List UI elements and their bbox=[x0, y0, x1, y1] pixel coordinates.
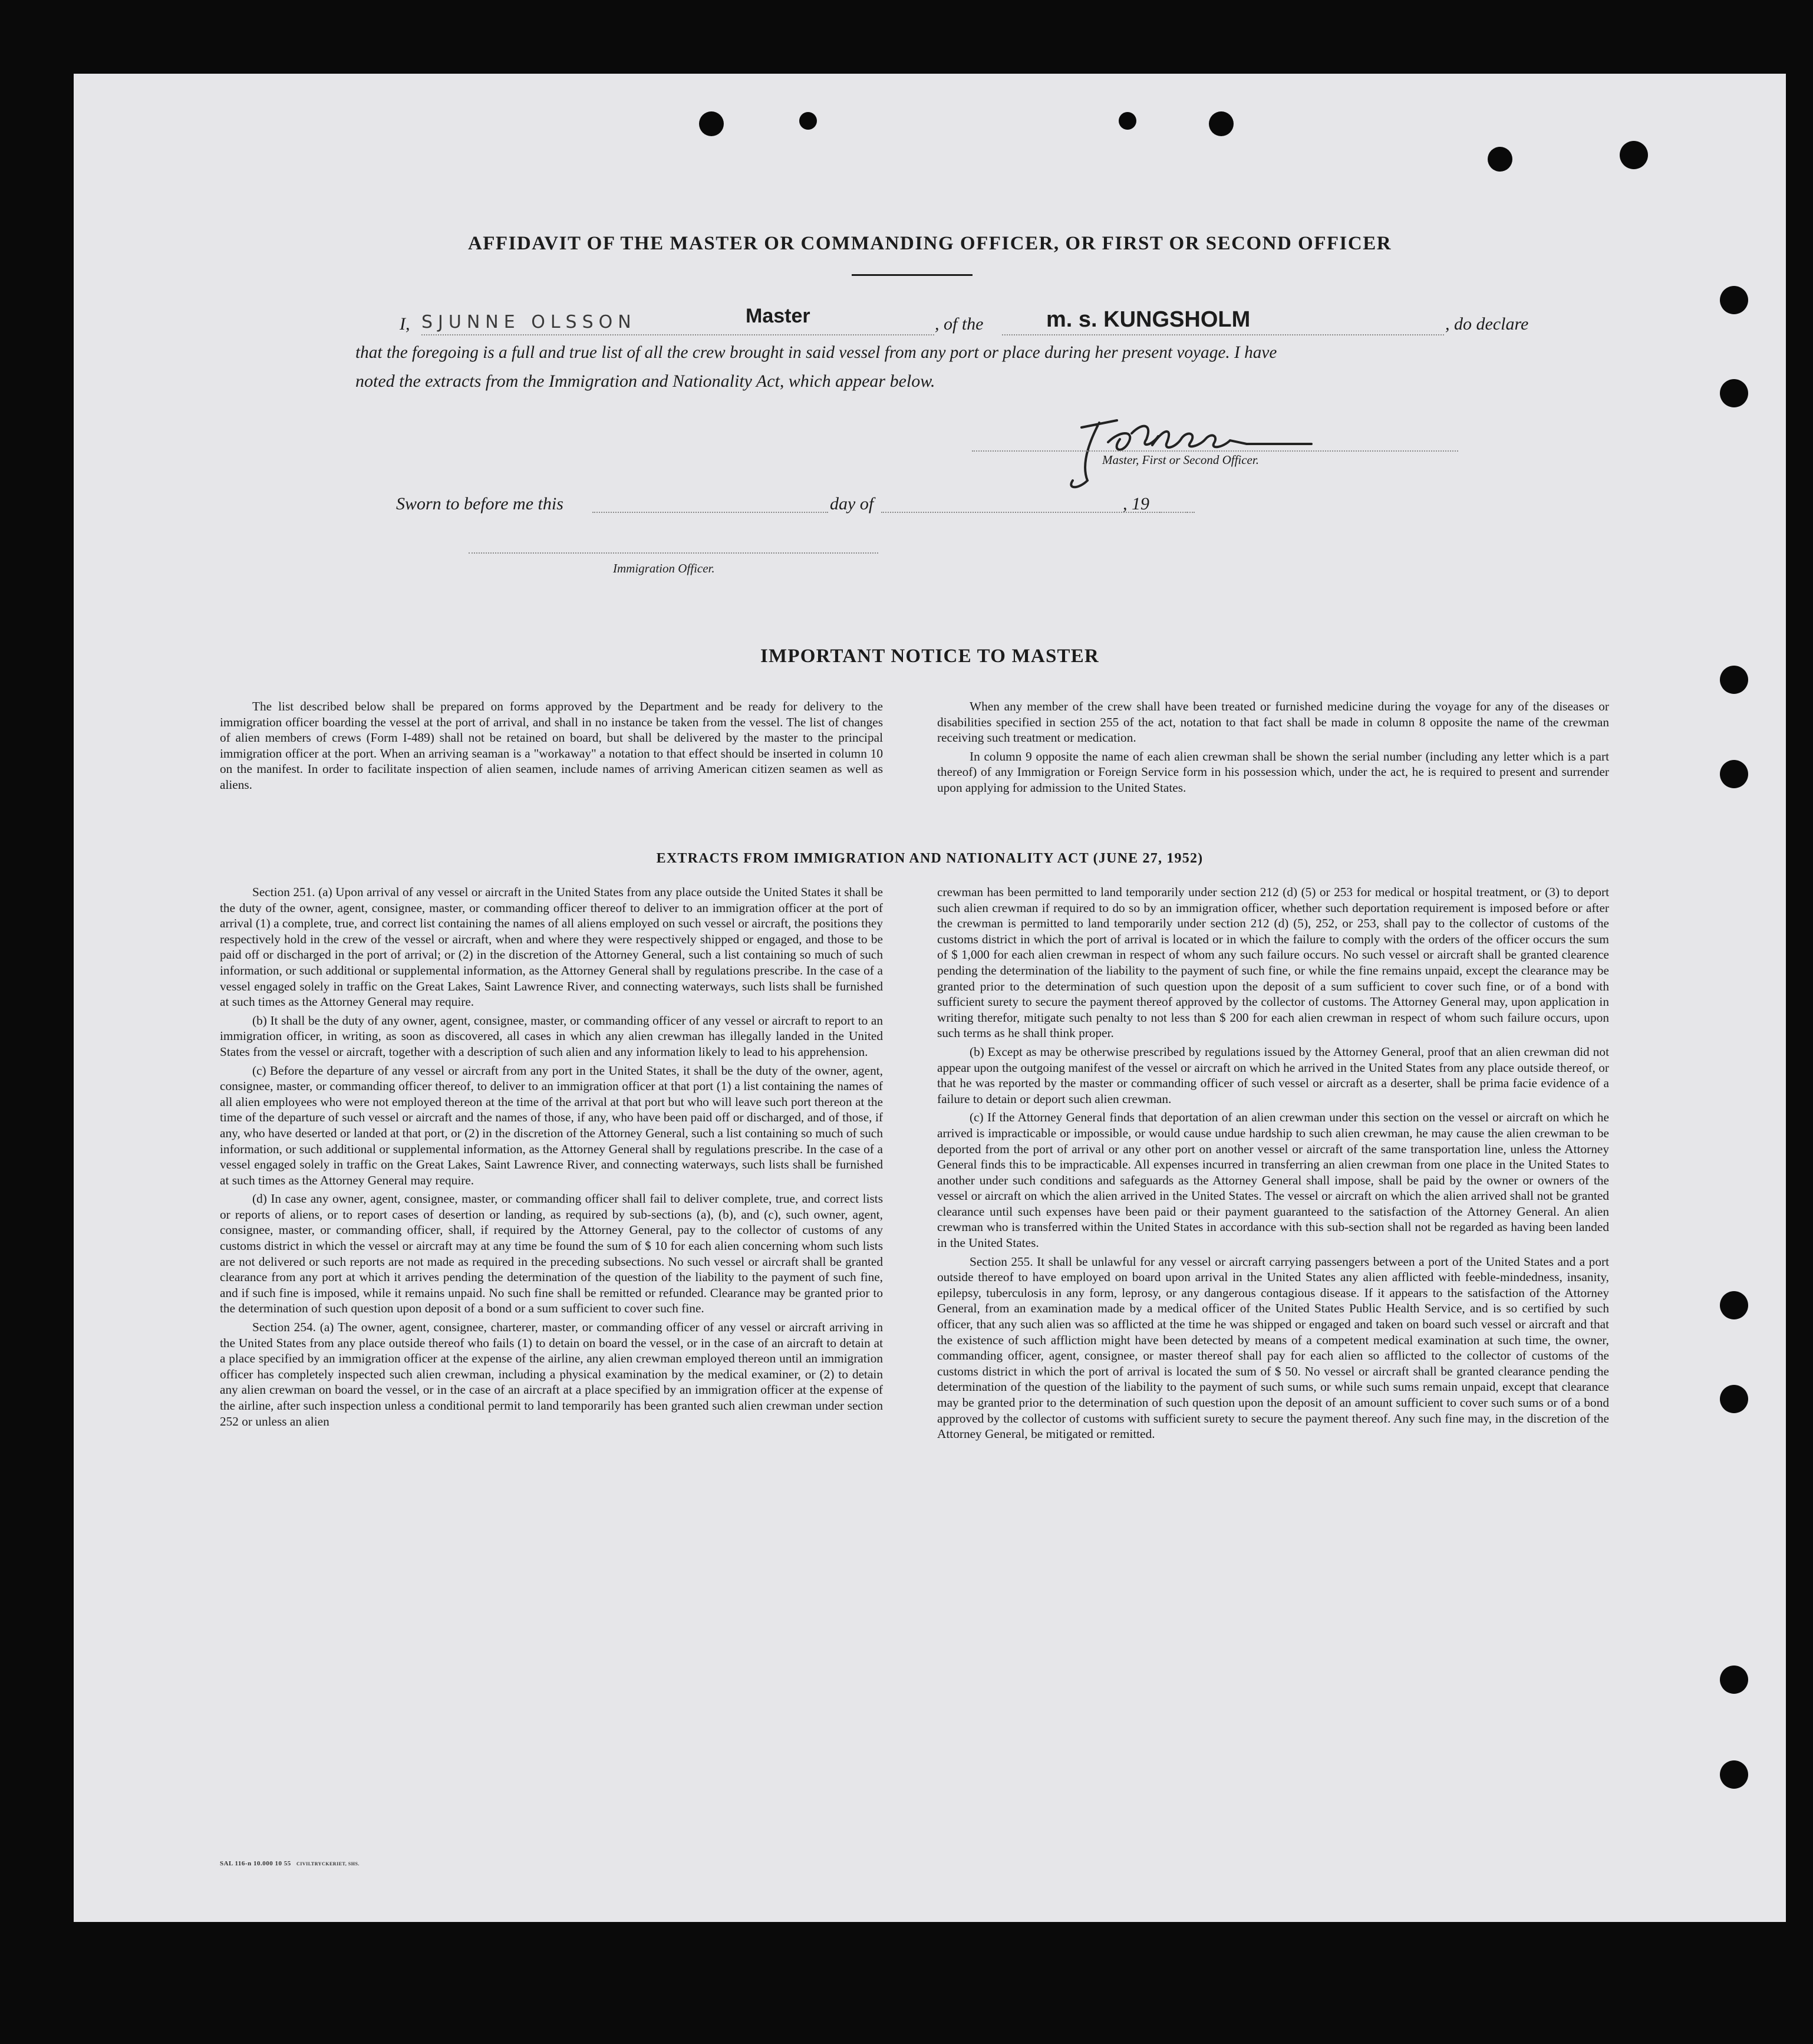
extract-paragraph: crewman has been permitted to land temporarily under section 212 (d) (5) or 253 for medical or hospital treatment, or (3) to deport such alien crewman if required to do so by an immigration officer, whether such deportation requirement is imposed before or after the crewman is permitted to land temporarily under section 212 (d) (5), 252, or 253, shall pay to the collector of customs of the customs district in which the port of arrival is located or in which the failure to comply with the orders of the officer occurs the sum of $ 1,000 for each alien crewman in respect of whom any such failure occurs. No such vessel or aircraft shall be granted clearence pending the determination of the liability to the payment of such fine, or while the fine remains unpaid, except the clearance may be granted prior to the determination of such question upon the deposit of a sum sufficient to cover such fine, or of a bond with sufficient surety to secure the payment thereof approved by the collector of customs. The Attorney General may, upon application in writing therefor, mitigate such penalty to not less than $ 200 for each alien crewman in respect of whom such failure occurs, upon such terms as he shall think proper. bbox=[937, 885, 1609, 1041]
sworn-year-blank bbox=[1159, 511, 1195, 513]
extract-paragraph: (b) It shall be the duty of any owner, agent, consignee, master, or commanding officer of any vessel or aircraft to report to an immigration officer, in writing, as soon as discovered, all cases in which any alien crewman has illegally landed in the United States from the vessel or aircraft, together with a description of such alien and any information likely to lead to his apprehension. bbox=[220, 1013, 883, 1059]
name-blank bbox=[421, 333, 934, 335]
form-code bbox=[220, 1860, 360, 1867]
punch-hole bbox=[1720, 1385, 1748, 1413]
punch-hole bbox=[1720, 760, 1748, 788]
notice-paragraph: When any member of the crew shall have been treated or furnished medicine during the voyage for any of the diseases or disabilities specified in section 255 of the act, notation to that fact shall be made in column 8 opposite the name of the crewman receiving such treatment or medication. bbox=[937, 699, 1609, 745]
punch-hole bbox=[1209, 111, 1234, 136]
declaration-line-3: noted the extracts from the Immigration and Nationality Act, which appear below. bbox=[355, 371, 935, 391]
punch-hole bbox=[1720, 1666, 1748, 1694]
officer-signature-line bbox=[469, 551, 878, 554]
notice-paragraph: The list described below shall be prepared on forms approved by the Department and be ready for delivery to the immigration officer boarding the vessel at the port of arrival, and shall in no instance be taken from the vessel. The list of changes of alien members of crews (Form I-489) shall not be retained on board, but shall be delivered by the master to the principal immigration officer at the port. When an arriving seaman is a "workaway" a notation to that effect should be inserted in column 10 on the manifest. In order to facilitate inspection of alien seamen, include names of arriving American citizen seamen as well as aliens. bbox=[220, 699, 883, 792]
signature-caption: Master, First or Second Officer. bbox=[1102, 453, 1259, 467]
extracts-right-column bbox=[937, 884, 1609, 1445]
signature-line bbox=[972, 449, 1458, 452]
punch-hole bbox=[699, 111, 724, 136]
do-declare-label: , do declare bbox=[1445, 314, 1529, 334]
punch-hole bbox=[1720, 286, 1748, 314]
vessel-name: m. s. KUNGSHOLM bbox=[1046, 307, 1251, 332]
notice-right-column bbox=[937, 699, 1609, 799]
master-rank: Master bbox=[746, 305, 810, 327]
punch-hole bbox=[799, 112, 817, 130]
immigration-officer-caption: Immigration Officer. bbox=[613, 561, 715, 575]
of-the-label: , of the bbox=[935, 314, 984, 334]
master-name: SJUNNE OLSSON bbox=[421, 312, 637, 333]
notice-left-column bbox=[220, 699, 883, 796]
form-number: SAL 116-n 10.000 10 55 bbox=[220, 1860, 291, 1867]
title-divider bbox=[852, 274, 973, 276]
sworn-prefix: Sworn to before me this bbox=[396, 494, 563, 514]
extract-paragraph: Section 255. It shall be unlawful for any vessel or aircraft carrying passengers between a port of the United States and a port outside thereof to have employed on board upon arrival in the United States any alien afflicted with feeble-mindedness, insanity, epilepsy, tuberculosis in any form, leprosy, or any dangerous contagious disease. If it appears to the satisfaction of the Attorney General, from an examination made by a medical officer of the United States Public Health Service, and is so certified by such officer, that any such alien was so afflicted at the time he was shipped or engaged and taken on board such vessel or aircraft and that the existence of such affliction might have been detected by means of a competent medical examination at such time, the owner, commanding officer, agent, consignee, or master thereof shall pay for each alien so afflicted to the collector of customs of the customs district in which the port of arrival is located the sum of $ 50. No vessel or aircraft shall be granted clearance pending the determination of the question of the liability to the payment of such sums, or while such sums remain unpaid, except that clearance may be granted prior to the determination of such question upon the deposit of an amount sufficient to cover such sums or of a bond approved by the collector of customs with sufficient surety to secure the payment thereof. Any such fine may, in the discretion of the Attorney General, be mitigated or remitted. bbox=[937, 1254, 1609, 1441]
punch-hole bbox=[1720, 1291, 1748, 1319]
declaration-line-2: that the foregoing is a full and true list of all the crew brought in said vessel from any port or place during her present voyage. I have bbox=[355, 343, 1277, 362]
extract-paragraph: (c) Before the departure of any vessel or aircraft from any port in the United States, it shall be the duty of the owner, agent, consignee, master, or commanding officer thereof, to deliver to an immigration officer at that port (1) a list containing the names of all alien employees who were not employed thereon at the time of the arrival at that port but who will leave such port thereon at the time of the departure of such vessel or aircraft and the names of those, if any, who have been paid off or discharged, and of those, if any, who have deserted or landed at that port, or (2) in the discretion of the Attorney General, such a list containing so much of such information, or such additional or supplemental information, as the Attorney General shall by regulations prescribe. In the case of a vessel engaged solely in traffic on the Great Lakes, Saint Lawrence River, and connecting waterways, such lists shall be furnished at such times as the Attorney General may require. bbox=[220, 1063, 883, 1187]
notice-title: IMPORTANT NOTICE TO MASTER bbox=[760, 646, 1099, 667]
vessel-blank bbox=[1002, 333, 1444, 335]
sworn-day-of: day of bbox=[830, 494, 874, 514]
punch-hole bbox=[1720, 666, 1748, 694]
sworn-year: , 19 bbox=[1123, 494, 1149, 514]
extract-paragraph: (c) If the Attorney General finds that deportation of an alien crewman under this section on the vessel or aircraft on which he arrived is impracticable or impossible, or would cause undue hardship to such alien crewman, he may cause the alien crewman to be deported from the port of arrival or any other port on another vessel or aircraft of the same transportation line, unless the Attorney General finds this to be impracticable. All expenses incurred in transferring an alien crewman from one place in the United States to another under such conditions and safeguards as the Attorney General shall impose, shall be paid by the owner or owners of the vessel or aircraft on which the alien arrived in the United States. The vessel or aircraft on which the alien arrived shall not be granted clearance until such expenses have been paid or their payment guaranteed to the satisfaction of the Attorney General. An alien crewman who is transferred within the United States in accordance with this sub-section shall not be regarded as having been landed in the United States. bbox=[937, 1110, 1609, 1250]
notice-paragraph: In column 9 opposite the name of each alien crewman shall be shown the serial number (including any letter which is a part thereof) of any Immigration or Foreign Service form in his possession which, under the act, he is required to present and surrender upon applying for admission to the United States. bbox=[937, 749, 1609, 795]
extract-paragraph: (b) Except as may be otherwise prescribed by regulations issued by the Attorney General, proof that an alien crewman did not appear upon the outgoing manifest of the vessel or aircraft on which he arrived in the United States from any place outside thereof, or that he was reported by the master or commanding officer of such vessel or aircraft as a deserter, shall be prima facie evidence of a failure to detain or deport such alien crewman. bbox=[937, 1044, 1609, 1106]
printer-name: CIVILTRYCKERIET, SHS. bbox=[296, 1861, 360, 1867]
extract-paragraph: Section 254. (a) The owner, agent, consignee, charterer, master, or commanding officer of any vessel or aircraft arriving in the United States from any place outside thereof who fails (1) to detain on board the vessel, or in the case of an aircraft to detain at a place specified by an immigration officer at the expense of the airline, any alien crewman employed thereon until an immigration officer has completely inspected such alien crewman, including a physical examination by the medical examiner, or (2) to detain any alien crewman on board the vessel, or in the case of an aircraft at a place specified by an immigration officer at the expense of the airline, after such inspection unless a conditional permit to land temporarily has been granted such alien crewman under section 252 or unless an alien bbox=[220, 1320, 883, 1429]
extract-paragraph: (d) In case any owner, agent, consignee, master, or commanding officer shall fail to deliver complete, true, and correct lists or reports of aliens, or to report cases of desertion or landing, as required by sub-sections (a), (b), and (c), such owner, agent, consignee, master, or commanding officer, shall, if required by the Attorney General, pay to the collector of customs of any customs district in which the vessel or aircraft may at any time be found the sum of $ 10 for each alien concerning whom such lists are not delivered or such reports are not made as required in the preceding subsections. No such vessel or aircraft shall be granted clearance from any port at which it arrives pending the determination of the question of the liability to the payment of such fine, and if such fine is imposed, while it remains unpaid. No such fine shall be remitted or refunded. Clearance may be granted prior to the determination of such question upon deposit of a bond or a sum sufficient to cover such fine. bbox=[220, 1191, 883, 1316]
form-page bbox=[74, 74, 1786, 1922]
punch-hole bbox=[1720, 1760, 1748, 1789]
punch-hole bbox=[1620, 141, 1648, 169]
punch-hole bbox=[1119, 112, 1136, 130]
declaration-prefix: I, bbox=[400, 314, 410, 334]
extracts-left-column bbox=[220, 884, 883, 1432]
extract-paragraph: Section 251. (a) Upon arrival of any vessel or aircraft in the United States from any place outside the United States it shall be the duty of the owner, agent, consignee, master, or commanding officer thereof to deliver to an immigration officer at the port of arrival (1) a complete, true, and correct list containing the names of all aliens employed on such vessel or aircraft, the positions they respectively hold in the crew of the vessel or aircraft, when and where they were respectively shipped or engaged, and those to be paid off or discharged in the port of arrival; or (2) in the discretion of the Attorney General, such a list containing so much of such information, or such additional or supplemental information, as the Attorney General shall by regulations prescribe. In the case of a vessel engaged solely in traffic on the Great Lakes, Saint Lawrence River, and connecting waterways, such lists shall be furnished at such times as the Attorney General may require. bbox=[220, 885, 883, 1009]
sworn-day-blank bbox=[592, 511, 828, 513]
extracts-title: EXTRACTS FROM IMMIGRATION AND NATIONALITY ACT (JUNE 27, 1952) bbox=[656, 851, 1204, 866]
affidavit-title: AFFIDAVIT OF THE MASTER OR COMMANDING OFFICER, OR FIRST OR SECOND OFFICER bbox=[467, 233, 1392, 254]
punch-hole bbox=[1488, 147, 1512, 172]
punch-hole bbox=[1720, 379, 1748, 407]
